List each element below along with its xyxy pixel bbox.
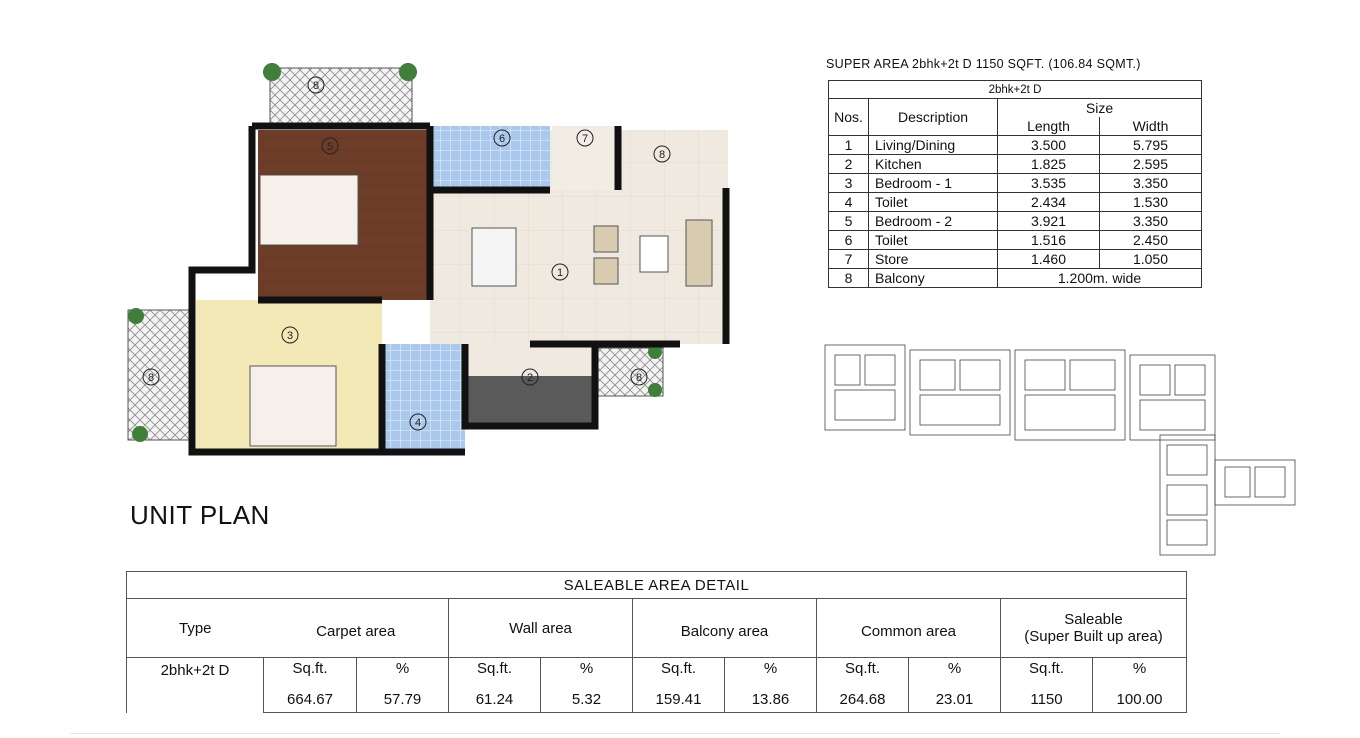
room-length: 1.516 [998, 231, 1100, 250]
room-number: 6 [498, 133, 506, 145]
common-sqft-value: 264.68 [817, 686, 909, 713]
wall-area-header: Wall area [449, 599, 633, 658]
room-width: 2.595 [1100, 155, 1202, 174]
room-no: 5 [829, 212, 869, 231]
room-number: 8 [658, 149, 666, 161]
room-number: 3 [286, 330, 294, 342]
carpet-pct-unit: % [357, 658, 449, 687]
size-table-row [829, 250, 1202, 269]
common-pct-unit: % [909, 658, 1001, 687]
room-number: 1 [556, 267, 564, 279]
width-header: Width [1100, 117, 1202, 136]
room-no: 6 [829, 231, 869, 250]
dining-table-icon [472, 228, 516, 286]
wall-sqft-value: 61.24 [449, 686, 541, 713]
balcony-no: 8 [829, 269, 869, 288]
armchair-icon [594, 258, 618, 284]
room-width: 5.795 [1100, 136, 1202, 155]
room-no: 4 [829, 193, 869, 212]
unit-floor-plan [120, 60, 740, 460]
room-length: 3.921 [998, 212, 1100, 231]
nos-header: Nos. [829, 99, 869, 136]
wall-pct-value: 5.32 [541, 686, 633, 713]
carpet-area-header: Carpet area [264, 599, 449, 658]
room-number: 7 [581, 133, 589, 145]
room-description: Kitchen [869, 155, 998, 174]
common-sqft-unit: Sq.ft. [817, 658, 909, 687]
saleable-pct-value: 100.00 [1093, 686, 1187, 713]
size-table-row [829, 193, 1202, 212]
balcony-sqft-unit: Sq.ft. [633, 658, 725, 687]
plant-icon [132, 426, 148, 442]
size-table-body [829, 136, 1202, 269]
bed-icon [250, 366, 336, 446]
room-length: 3.535 [998, 174, 1100, 193]
wall-pct-unit: % [541, 658, 633, 687]
super-area-title: SUPER AREA 2bhk+2t D 1150 SQFT. (106.84 SQMT.) [826, 57, 1141, 71]
balcony-size: 1.200m. wide [998, 269, 1202, 288]
common-pct-value: 23.01 [909, 686, 1001, 713]
description-header: Description [869, 99, 998, 136]
room-length: 1.825 [998, 155, 1100, 174]
balcony-sqft-value: 159.41 [633, 686, 725, 713]
key-plan-drawing [815, 335, 1305, 565]
room-width: 1.050 [1100, 250, 1202, 269]
balcony-top [270, 68, 412, 123]
saleable-header [1001, 599, 1187, 658]
coffee-table-icon [640, 236, 668, 272]
balcony-pct-unit: % [725, 658, 817, 687]
saleable-sqft-unit: Sq.ft. [1001, 658, 1093, 687]
room-no: 3 [829, 174, 869, 193]
unit-plan-title: UNIT PLAN [130, 500, 270, 530]
bed-icon [260, 175, 358, 245]
room-description: Living/Dining [869, 136, 998, 155]
room-number: 4 [414, 417, 422, 429]
size-table-row [829, 155, 1202, 174]
length-header: Length [998, 117, 1100, 136]
sofa-icon [686, 220, 712, 286]
room-width: 1.530 [1100, 193, 1202, 212]
carpet-sqft-value: 664.67 [264, 686, 357, 713]
room-size-table [828, 80, 1202, 288]
balcony-area-header: Balcony area [633, 599, 817, 658]
room-number: 5 [326, 141, 334, 153]
type-value: 2bhk+2t D [127, 658, 264, 713]
wall-sqft-unit: Sq.ft. [449, 658, 541, 687]
room-no: 7 [829, 250, 869, 269]
size-table-caption: 2bhk+2t D [829, 81, 1202, 99]
size-table-row [829, 174, 1202, 193]
room-description: Bedroom - 2 [869, 212, 998, 231]
room-width: 2.450 [1100, 231, 1202, 250]
room-number: 8 [312, 80, 320, 92]
room-length: 1.460 [998, 250, 1100, 269]
room-toilet-6 [430, 126, 550, 190]
balcony-description: Balcony [869, 269, 998, 288]
room-no: 2 [829, 155, 869, 174]
size-table-row [829, 231, 1202, 250]
carpet-sqft-unit: Sq.ft. [264, 658, 357, 687]
saleable-pct-unit: % [1093, 658, 1187, 687]
saleable-area-table [126, 571, 1187, 713]
room-description: Toilet [869, 193, 998, 212]
saleable-header-line1: Saleable [1064, 611, 1123, 628]
plant-icon [648, 383, 662, 397]
room-width: 3.350 [1100, 174, 1202, 193]
room-number: 8 [147, 372, 155, 384]
plant-icon [263, 63, 281, 81]
common-area-header: Common area [817, 599, 1001, 658]
carpet-pct-value: 57.79 [357, 686, 449, 713]
saleable-sqft-value: 1150 [1001, 686, 1093, 713]
saleable-table-title: SALEABLE AREA DETAIL [127, 572, 1187, 599]
room-toilet-4 [382, 344, 465, 450]
room-length: 3.500 [998, 136, 1100, 155]
room-width: 3.350 [1100, 212, 1202, 231]
saleable-header-line2: (Super Built up area) [1024, 628, 1163, 645]
room-no: 1 [829, 136, 869, 155]
room-number: 8 [635, 372, 643, 384]
bottom-divider [70, 733, 1280, 734]
size-header: Size [998, 99, 1202, 118]
plant-icon [128, 308, 144, 324]
size-table-row [829, 136, 1202, 155]
type-header: Type [127, 599, 264, 658]
room-description: Bedroom - 1 [869, 174, 998, 193]
armchair-icon [594, 226, 618, 252]
room-description: Toilet [869, 231, 998, 250]
room-number: 2 [526, 372, 534, 384]
plant-icon [399, 63, 417, 81]
size-table-row [829, 212, 1202, 231]
room-description: Store [869, 250, 998, 269]
balcony-pct-value: 13.86 [725, 686, 817, 713]
room-length: 2.434 [998, 193, 1100, 212]
